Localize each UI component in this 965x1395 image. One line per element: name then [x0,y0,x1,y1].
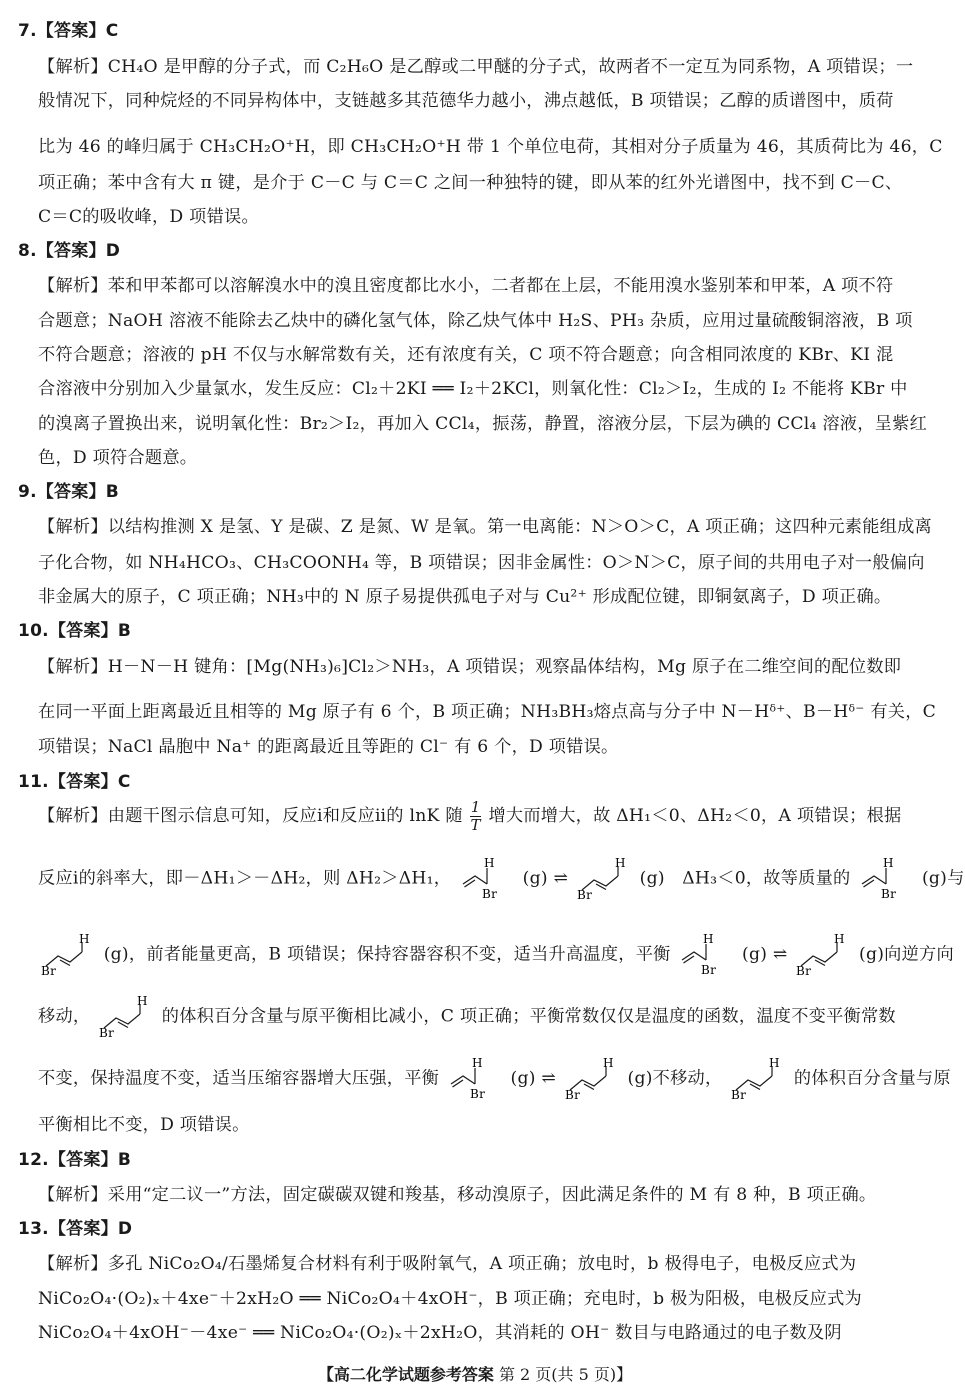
text-line: C＝C的吸收峰，D 项错误。 [38,207,259,227]
text-line: 不符合题意；溶液的 pH 不仅与水解常数有关，还有浓度有关，C 项不符合题意；向含相同浓度的 KBr、KI 混 [38,345,894,365]
text-line: 移动， H Br 的体积百分含量与原平衡相比减小，C 项正确；平衡常数仅仅是温度的函数，温度不变平衡常数 [38,994,896,1040]
answer-heading-11: 11.【答案】C [18,772,131,792]
text-line: 项正确；苯中含有大 π 键，是介于 C－C 与 C＝C 之间一种独特的键，即从苯的红外光谱图中，找不到 C－C、 [38,173,903,193]
text-line: 的溴离子置换出来，说明氧化性：Br₂＞I₂，再加入 CCl₄，振荡，静置，溶液分层，下层为碘的 CCl₄ 溶液，呈紫红 [38,414,928,434]
text-line: 色，D 项符合题意。 [38,448,198,468]
text-line: 般情况下，同种烷烃的不同异构体中，支链越多其范德华力越小，沸点越低，B 项错误；乙醇的质谱图中，质荷 [38,91,894,111]
hydrogen-label: H [883,856,894,870]
text-line: 【解析】多孔 NiCo₂O₄/石墨烯复合材料有利于吸附氧气，A 项正确；放电时，b 极得电子，电极反应式为 [38,1254,857,1274]
answer-heading-7: 7.【答案】C [18,21,119,41]
answer-heading-10: 10.【答案】B [18,621,132,641]
hydrogen-label: H [602,1056,614,1070]
answer-heading-13: 13.【答案】D [18,1219,133,1239]
text-line: 项错误；NaCl 晶胞中 Na⁺ 的距离最近且等距的 Cl⁻ 有 6 个，D 项错误。 [38,737,619,757]
text-line: 比为 46 的峰归属于 CH₃CH₂O⁺H，即 CH₃CH₂O⁺H 带 1 个单位电荷，其相对分子质量为 46，其质荷比为 46，C [38,137,943,157]
hydrogen-label: H [471,1056,483,1070]
hydrogen-label: H [614,856,626,870]
text-line: 合溶液中分别加入少量氯水，发生反应：Cl₂＋2KI ══ I₂＋2KCl，则氧化性：Cl₂＞I₂，生成的 I₂ 不能将 KBr 中 [38,379,908,399]
text-line: 【解析】采用“定二议一”方法，固定碳碳双键和羧基，移动溴原子，因此满足条件的 M 有 8 种，B 项正确。 [38,1185,877,1205]
answer-heading-8: 8.【答案】D [18,241,121,261]
allyl-bromide-structure [459,858,515,900]
hydrogen-label: H [137,994,148,1008]
bromine-label: Br [701,963,717,977]
hydrogen-label: H [769,1056,780,1070]
allyl-bromide-structure [447,1058,503,1100]
1-bromopropene-structure [576,858,632,900]
text-line: 合题意；NaOH 溶液不能除去乙炔中的磷化氢气体，除乙炔气体中 H₂S、PH₃ 杂质，应用过量硫酸铜溶液，B 项 [38,311,913,331]
text-line: H Br (g)，前者能量更高，B 项错误；保持容器容积不变，适当升高温度，平衡 H Br (g) ⇌ H Br (g)向逆方向 [41,932,954,978]
bromine-label: Br [99,1026,115,1040]
bromine-label: Br [731,1088,747,1102]
bromine-label: Br [481,887,497,901]
hydrogen-label: H [834,932,846,946]
text-line: 在同一平面上距离最近且相等的 Mg 原子有 6 个，B 项正确；NH₃BH₃熔点高与分子中 N－Hᵟ⁺、B－Hᵟ⁻ 有关，C [38,702,937,722]
allyl-bromide-structure [858,858,914,900]
bromine-label: Br [564,1088,580,1102]
bromine-label: Br [469,1087,485,1101]
text-line: 反应ⅰ的斜率大，即－ΔH₁＞－ΔH₂，则 ΔH₂＞ΔH₁， H Br (g) ⇌ H Br (g) ΔH₃＜0，故等质量的 H Br (g)与 [38,856,965,902]
footer-title: 【高二化学试题参考答案 [317,1365,494,1384]
1-bromopropene-structure [98,996,154,1038]
text-line: 【解析】由题干图示信息可知，反应ⅰ和反应ⅱ的 lnK 随 $\frac{1}{T}$ 增大而增大，故 ΔH₁＜0、ΔH₂＜0，A 项错误；根据 [38,798,902,834]
text-line: 【解析】H－N－H 键角：[Mg(NH₃)₆]Cl₂＞NH₃，A 项错误；观察晶体结构，Mg 原子在二维空间的配位数即 [38,657,902,677]
bromine-label: Br [576,888,592,902]
1-bromopropene-structure [730,1058,786,1100]
text-line: 【解析】苯和甲苯都可以溶解溴水中的溴且密度都比水小，二者都在上层，不能用溴水鉴别苯和甲苯，A 项不符 [38,276,894,296]
text-line: NiCo₂O₄·(O₂)ₓ＋4xe⁻＋2xH₂O ══ NiCo₂O₄＋4xOH⁻，B 项正确；充电时，b 极为阳极，电极反应式为 [38,1289,862,1309]
allyl-bromide-structure [678,934,734,976]
bromine-label: Br [41,964,57,978]
text-line: 非金属大的原子，C 项正确；NH₃中的 N 原子易提供孤电子对与 Cu²⁺ 形成配位键，即铜氨离子，D 项正确。 [38,587,892,607]
footer-page-number: 第 2 页(共 5 页)】 [498,1365,633,1384]
hydrogen-label: H [483,856,495,870]
text-line: 【解析】以结构推测 X 是氢、Y 是碳、Z 是氮、W 是氧。第一电离能：N＞O＞C，A 项正确；这四种元素能组成离 [38,517,932,537]
1-bromopropene-structure [795,934,851,976]
text-line: 子化合物，如 NH₄HCO₃、CH₃COONH₄ 等，B 项错误；因非金属性：O＞N＞C，原子间的共用电子对一般偏向 [38,553,925,573]
bromine-label: Br [881,887,897,901]
answer-heading-9: 9.【答案】B [18,482,119,502]
text-line: 不变，保持温度不变，适当压缩容器增大压强，平衡 H Br (g) ⇌ H Br (g)不移动， H Br 的体积百分含量与原 [38,1056,951,1102]
text-line: 【解析】CH₄O 是甲醇的分子式，而 C₂H₆O 是乙醇或二甲醚的分子式，故两者不一定互为同系物，A 项错误；一 [38,57,914,77]
1-bromopropene-structure [564,1058,620,1100]
bromine-label: Br [796,964,812,978]
hydrogen-label: H [79,932,90,946]
1-bromopropene-structure [40,934,96,976]
page-footer [0,1362,950,1385]
text-line: 平衡相比不变，D 项错误。 [38,1115,250,1135]
text-line: NiCo₂O₄＋4xOH⁻－4xe⁻ ══ NiCo₂O₄·(O₂)ₓ＋2xH₂O，其消耗的 OH⁻ 数目与电路通过的电子数及阴 [38,1323,842,1343]
hydrogen-label: H [703,932,715,946]
answer-heading-12: 12.【答案】B [18,1150,132,1170]
one-over-t-fraction: $\frac{1}{T}$ [470,798,481,834]
